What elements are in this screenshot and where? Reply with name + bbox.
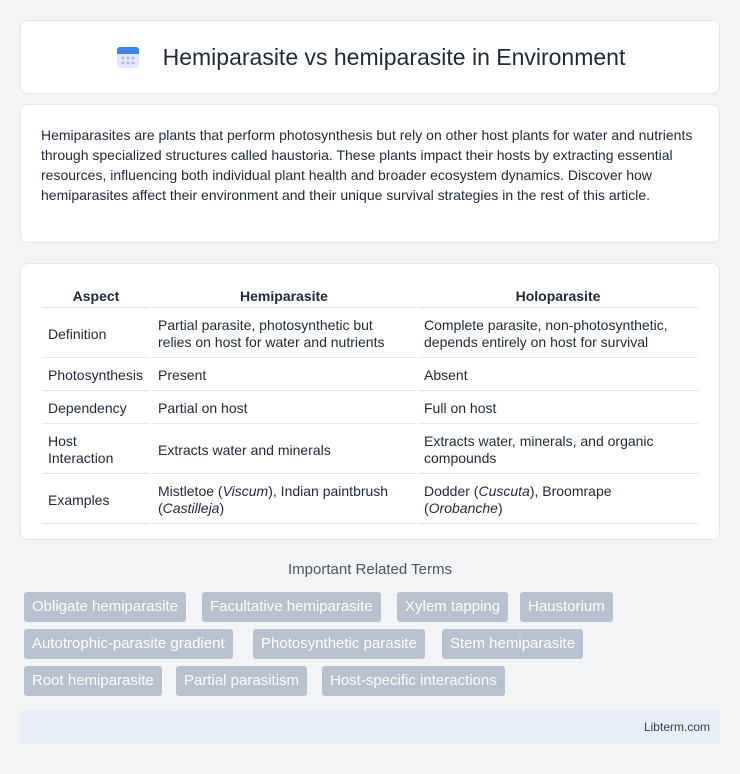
related-terms-title: Important Related Terms [288,561,452,578]
cell-holoparasite: Complete parasite, non-photosynthetic, depends entirely on host for survival [418,310,698,358]
cell-aspect: Examples [42,476,150,524]
cell-holoparasite: Extracts water, minerals, and organic compounds [418,426,698,474]
page-title: Hemiparasite vs hemiparasite in Environment [162,43,626,70]
cell-hemiparasite: Extracts water and minerals [152,426,416,474]
cell-holoparasite: Absent [418,360,698,391]
table-header-row [42,284,698,308]
intro-paragraph: Hemiparasites are plants that perform photosynthesis but rely on other host plants for water and nutrients through specialized structures called haustoria. These plants impact their hosts by extracting essential resources, influencing both individual plant health and broader ecosystem dynamics. Discover how hemiparasites affect their environment and their unique survival strategies in the rest of this article. [41,127,693,203]
header-holoparasite: Holoparasite [418,284,698,308]
intro-card [20,104,720,243]
tag-obligate-hemiparasite[interactable]: Obligate hemiparasite [24,592,186,622]
tag-host-specific-interactions[interactable]: Host-specific interactions [322,666,505,696]
calendar-icon [115,44,141,70]
cell-holoparasite: Dodder (Cuscuta), Broomrape (Orobanche) [418,476,698,524]
footer [20,710,720,744]
tag-autotrophic-parasite-gradient[interactable]: Autotrophic-parasite gradient [24,629,233,659]
cell-hemiparasite: Partial parasite, photosynthetic but relies on host for water and nutrients [152,310,416,358]
tag-partial-parasitism[interactable]: Partial parasitism [176,666,307,696]
tag-facultative-hemiparasite[interactable]: Facultative hemiparasite [202,592,381,622]
header-card [20,20,720,94]
tag-haustorium[interactable]: Haustorium [520,592,613,622]
comparison-table [40,282,700,526]
table-row [42,360,698,391]
tag-stem-hemiparasite[interactable]: Stem hemiparasite [442,629,583,659]
cell-aspect: Host Interaction [42,426,150,474]
table-row [42,310,698,358]
cell-aspect: Definition [42,310,150,358]
header-aspect: Aspect [42,284,150,308]
table-row [42,476,698,524]
cell-hemiparasite: Mistletoe (Viscum), Indian paintbrush (Castilleja) [152,476,416,524]
tag-root-hemiparasite[interactable]: Root hemiparasite [24,666,162,696]
cell-hemiparasite: Present [152,360,416,391]
cell-aspect: Dependency [42,393,150,424]
cell-aspect: Photosynthesis [42,360,150,391]
cell-holoparasite: Full on host [418,393,698,424]
header-hemiparasite: Hemiparasite [152,284,416,308]
tag-photosynthetic-parasite[interactable]: Photosynthetic parasite [253,629,425,659]
table-row [42,393,698,424]
cell-hemiparasite: Partial on host [152,393,416,424]
comparison-card [20,263,720,540]
footer-brand[interactable]: Libterm.com [643,720,710,734]
table-row [42,426,698,474]
tag-xylem-tapping[interactable]: Xylem tapping [397,592,508,622]
